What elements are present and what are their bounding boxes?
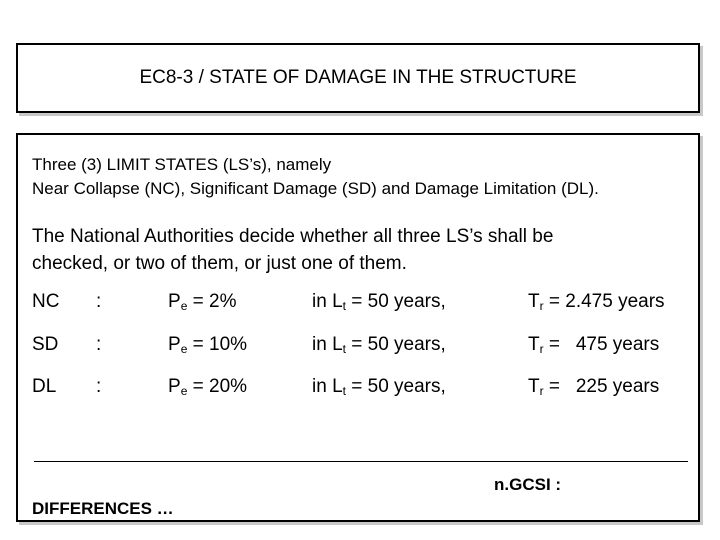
exceedance-probability: $P_e = 10\%$ [168, 334, 248, 356]
content-box [16, 133, 700, 522]
limit-state-code: NC [32, 291, 60, 312]
return-period: $T_r = 2.475$ years [528, 291, 665, 313]
exceedance-probability: $P_e = 20\%$ [168, 376, 248, 398]
separator-colon: : [96, 334, 102, 355]
exceedance-probability: $P_e = 2\%$ [168, 291, 237, 313]
separator-colon: : [96, 376, 102, 397]
slide-title: EC8-3 / STATE OF DAMAGE IN THE STRUCTURE [139, 67, 577, 88]
limit-states-intro [32, 153, 599, 201]
footer-divider [34, 461, 688, 462]
intro-line-1: Three (3) LIMIT STATES (LS’s), namely [32, 155, 332, 174]
return-period: $T_r = 225$ years [528, 376, 660, 398]
slide-title-box [16, 43, 700, 113]
return-period: $T_r = 475$ years [528, 334, 660, 356]
next-topic-label: DIFFERENCES … [32, 499, 174, 518]
authorities-decision [32, 223, 553, 277]
decision-line-1: The National Authorities decide whether all three LS’s shall be [32, 226, 554, 247]
design-life: in $L_t = 50$ years, [312, 334, 446, 356]
intro-line-2: Near Collapse (NC), Significant Damage (SD) and Damage Limitation (DL). [32, 179, 599, 198]
limit-state-code: SD [32, 334, 59, 355]
separator-colon: : [96, 291, 102, 312]
footer-credit: n.GCSI : [494, 475, 562, 494]
limit-state-code: DL [32, 376, 57, 397]
limit-state-row-nc [18, 291, 702, 321]
design-life: in $L_t = 50$ years, [312, 376, 446, 398]
limit-state-row-dl [18, 376, 702, 406]
decision-line-2: checked, or two of them, or just one of them. [32, 253, 407, 274]
limit-state-row-sd [18, 334, 702, 364]
design-life: in $L_t = 50$ years, [312, 291, 446, 313]
